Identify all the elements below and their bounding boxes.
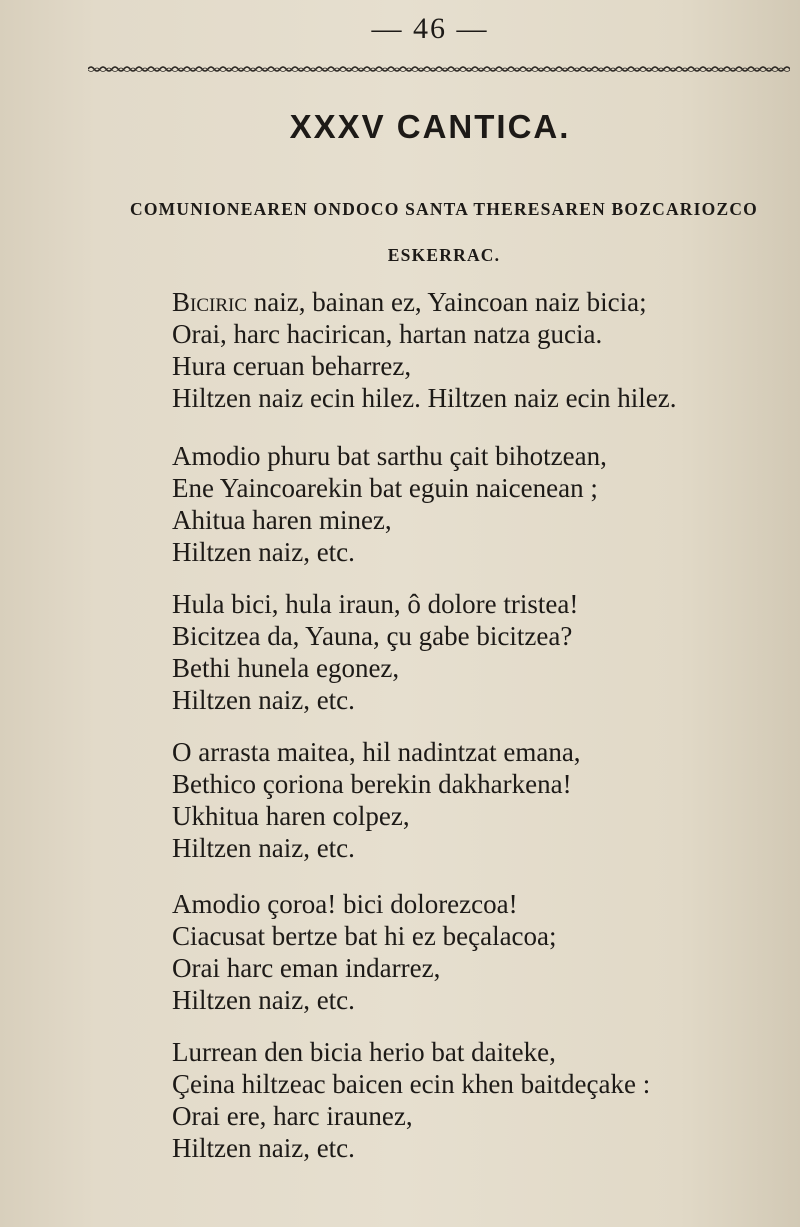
verse-line: Amodio phuru bat sarthu çait bihotzean, — [172, 441, 607, 471]
verse-line: Hiltzen naiz, etc. — [172, 1133, 355, 1163]
verse-line: Ahitua haren minez, — [172, 505, 392, 535]
chapter-title: XXXV CANTICA. — [289, 108, 571, 145]
stanza-6 — [172, 1036, 792, 1164]
verse-line: Amodio çoroa! bici dolorezcoa! — [172, 889, 518, 919]
verse-line: O arrasta maitea, hil nadintzat emana, — [172, 737, 581, 767]
chapter-subtitle: COMUNIONEAREN ONDOCO SANTA THERESAREN BOZCARIOZCO ESKERRAC. — [130, 199, 758, 265]
verse-line: Hura ceruan beharrez, — [172, 351, 412, 381]
stanza-3 — [172, 588, 792, 716]
verse-line: Bethico çoriona berekin dakharkena! — [172, 769, 572, 799]
verse-line: Orai ere, harc iraunez, — [172, 1101, 413, 1131]
page-number: — 46 — — [371, 12, 489, 45]
verse-line: Lurrean den bicia herio bat daiteke, — [172, 1037, 556, 1067]
stanza-5 — [172, 888, 792, 1016]
verse-line: Ene Yaincoarekin bat eguin naicenean ; — [172, 473, 598, 503]
stanza-4 — [172, 736, 792, 864]
verse-line: Hiltzen naiz, etc. — [172, 833, 355, 863]
verse-line: Hiltzen naiz, etc. — [172, 537, 355, 567]
verse-line: Hiltzen naiz, etc. — [172, 685, 355, 715]
decorative-wavy-rule — [88, 64, 790, 74]
verse-line: Hiltzen naiz, etc. — [172, 985, 355, 1015]
verse-line: Ciacusat bertze bat hi ez beçalacoa; — [172, 921, 557, 951]
verse-line: Çeina hiltzeac baicen ecin khen baitdeçake : — [172, 1069, 651, 1099]
verse-line: Bethi hunela egonez, — [172, 653, 400, 683]
verse-line: Orai harc eman indarrez, — [172, 953, 441, 983]
verse-line: Orai, harc hacirican, hartan natza gucia. — [172, 319, 603, 349]
verse-line: Hula bici, hula iraun, ô dolore tristea! — [172, 589, 579, 619]
stanza-1 — [172, 286, 792, 414]
verse-line: Bicitzea da, Yauna, çu gabe bicitzea? — [172, 621, 573, 651]
first-word-small-caps: Biciric — [172, 287, 248, 317]
verse-line: Ukhitua haren colpez, — [172, 801, 410, 831]
verse-line: Hiltzen naiz ecin hilez. Hiltzen naiz ecin hilez. — [172, 383, 677, 413]
verse-line: Biciric naiz, bainan ez, Yaincoan naiz bicia; — [172, 287, 647, 317]
stanza-2 — [172, 440, 792, 568]
